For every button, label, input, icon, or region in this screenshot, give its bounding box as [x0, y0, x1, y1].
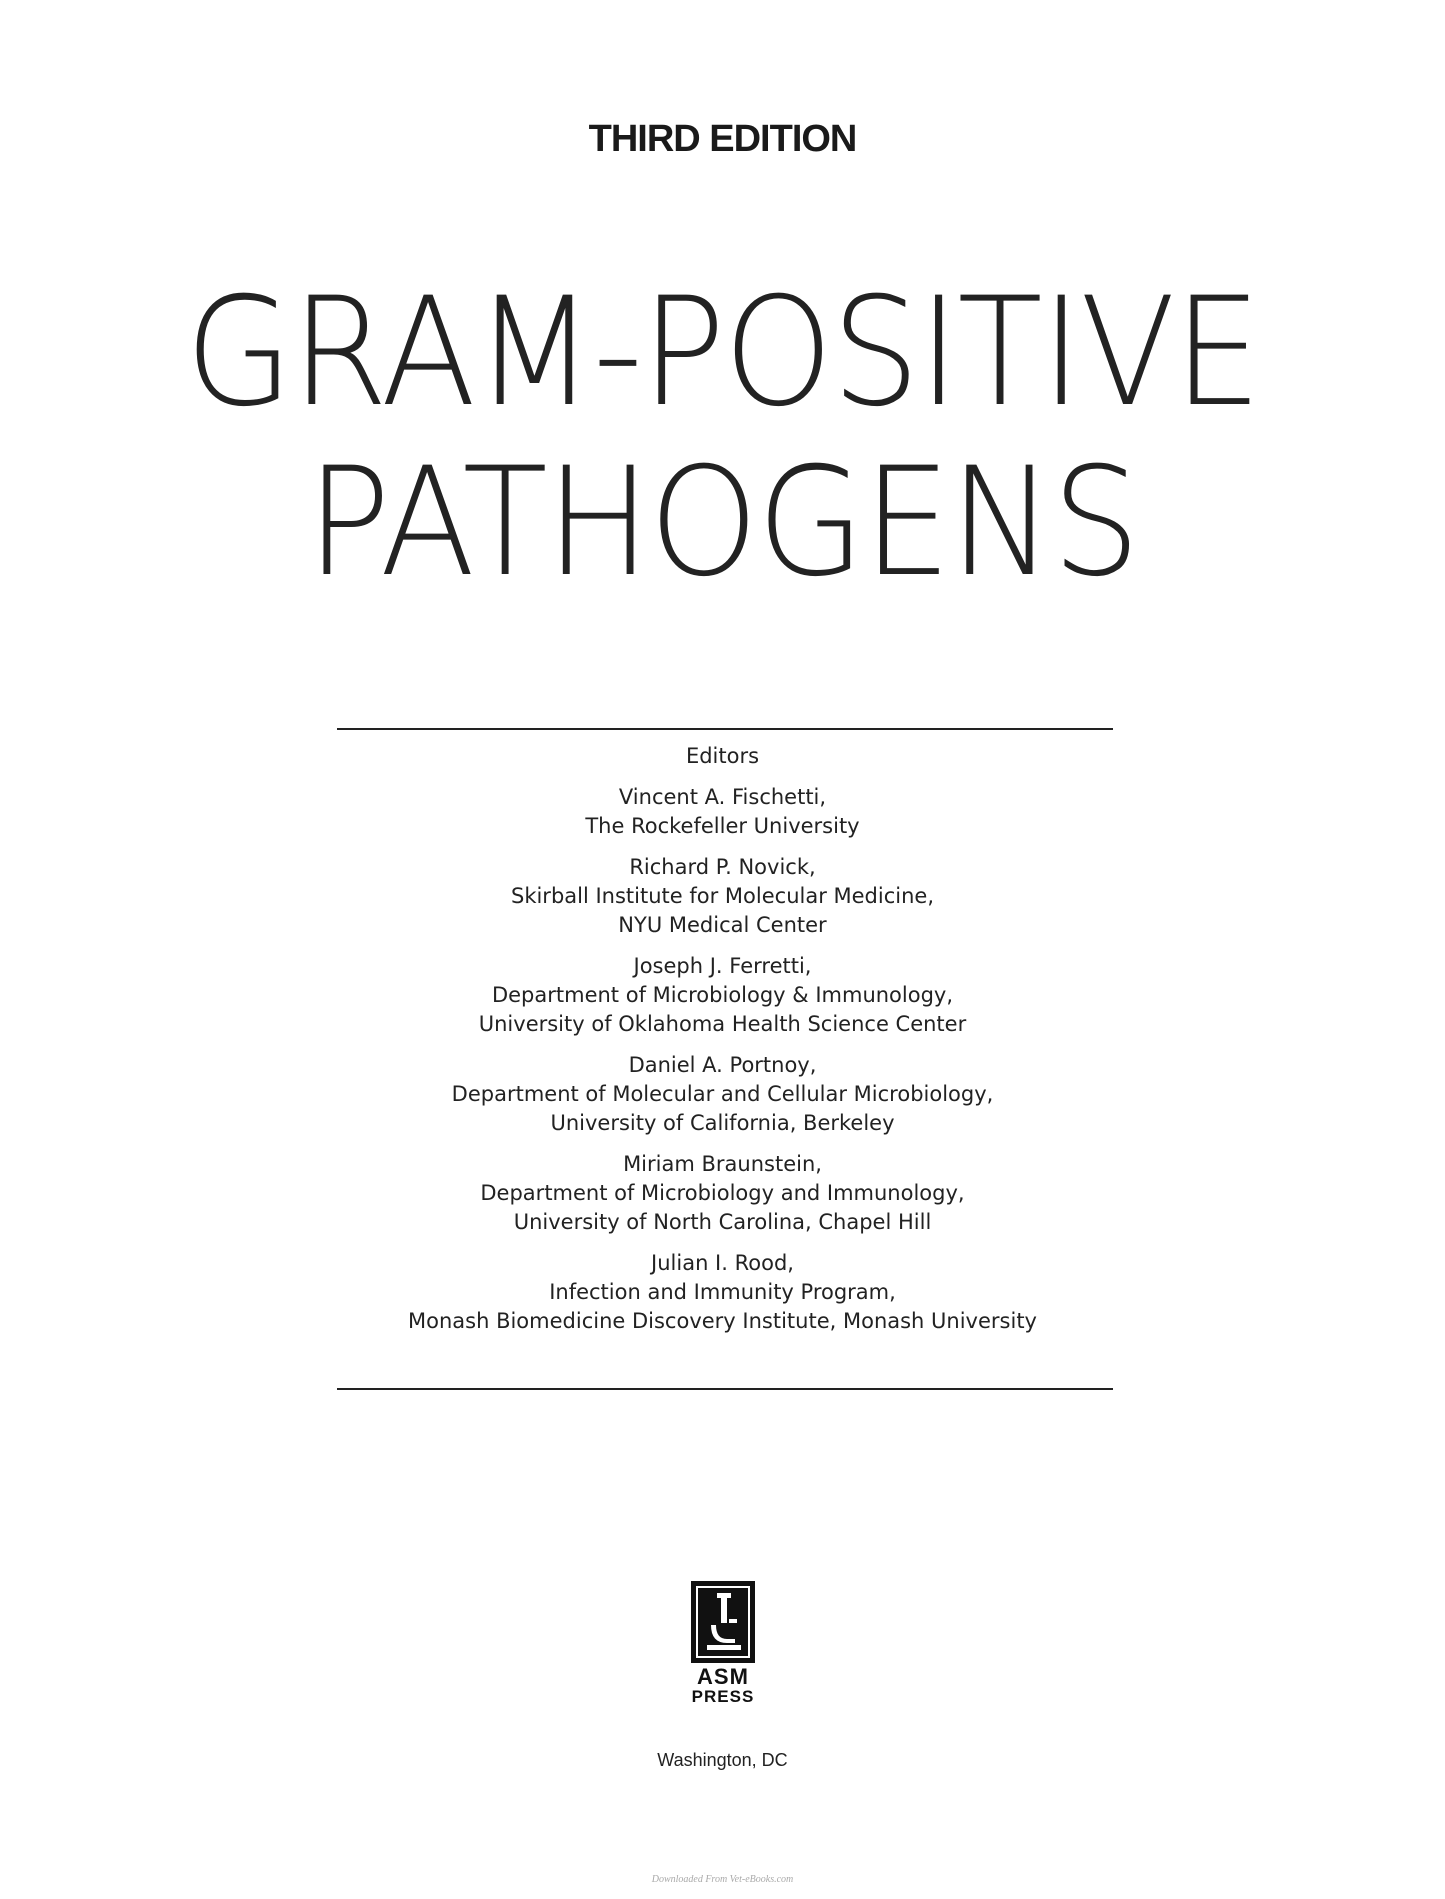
editor-entry [0, 783, 1445, 841]
edition-label: THIRD EDITION [588, 118, 857, 160]
editor-entry [0, 1051, 1445, 1138]
editor-affiliation: University of Oklahoma Health Science Center [478, 1012, 967, 1036]
microscope-icon [691, 1581, 755, 1663]
editor-entry [0, 952, 1445, 1039]
editors-heading: Editors [685, 744, 760, 768]
editor-name: Daniel A. Portnoy, [628, 1053, 817, 1077]
editor-affiliation: Department of Molecular and Cellular Microbiology, [451, 1082, 994, 1106]
download-footer: Downloaded From Vet-eBooks.com [651, 1874, 794, 1885]
editor-name: Vincent A. Fischetti, [618, 785, 827, 809]
editor-name: Julian I. Rood, [651, 1251, 794, 1275]
editor-entry [0, 1150, 1445, 1237]
logo-text-asm: ASM [697, 1664, 749, 1689]
editor-affiliation: Skirball Institute for Molecular Medicine, [510, 884, 934, 908]
editor-affiliation: NYU Medical Center [618, 913, 827, 937]
editors-block [0, 742, 1445, 1348]
asm-press-logo [685, 1581, 761, 1707]
publisher-city: Washington, DC [657, 1750, 788, 1770]
editor-affiliation: Infection and Immunity Program, [549, 1280, 896, 1304]
bottom-divider [337, 1388, 1113, 1390]
logo-text-press: PRESS [691, 1687, 755, 1706]
editor-affiliation: Department of Microbiology & Immunology, [491, 983, 954, 1007]
editor-entry [0, 1249, 1445, 1336]
book-title-line-2: PATHOGENS [306, 436, 1139, 610]
editor-affiliation: Monash Biomedicine Discovery Institute, Monash University [408, 1309, 1037, 1333]
editor-affiliation: University of North Carolina, Chapel Hill [513, 1210, 932, 1234]
top-divider [337, 728, 1113, 730]
editor-name: Richard P. Novick, [629, 855, 816, 879]
book-title-line-1: GRAM-POSITIVE [185, 266, 1260, 440]
editor-affiliation: The Rockefeller University [585, 814, 860, 838]
editor-name: Joseph J. Ferretti, [633, 954, 812, 978]
editor-entry [0, 853, 1445, 940]
editor-affiliation: Department of Microbiology and Immunology, [480, 1181, 965, 1205]
editor-name: Miriam Braunstein, [623, 1152, 822, 1176]
editor-affiliation: University of California, Berkeley [550, 1111, 895, 1135]
